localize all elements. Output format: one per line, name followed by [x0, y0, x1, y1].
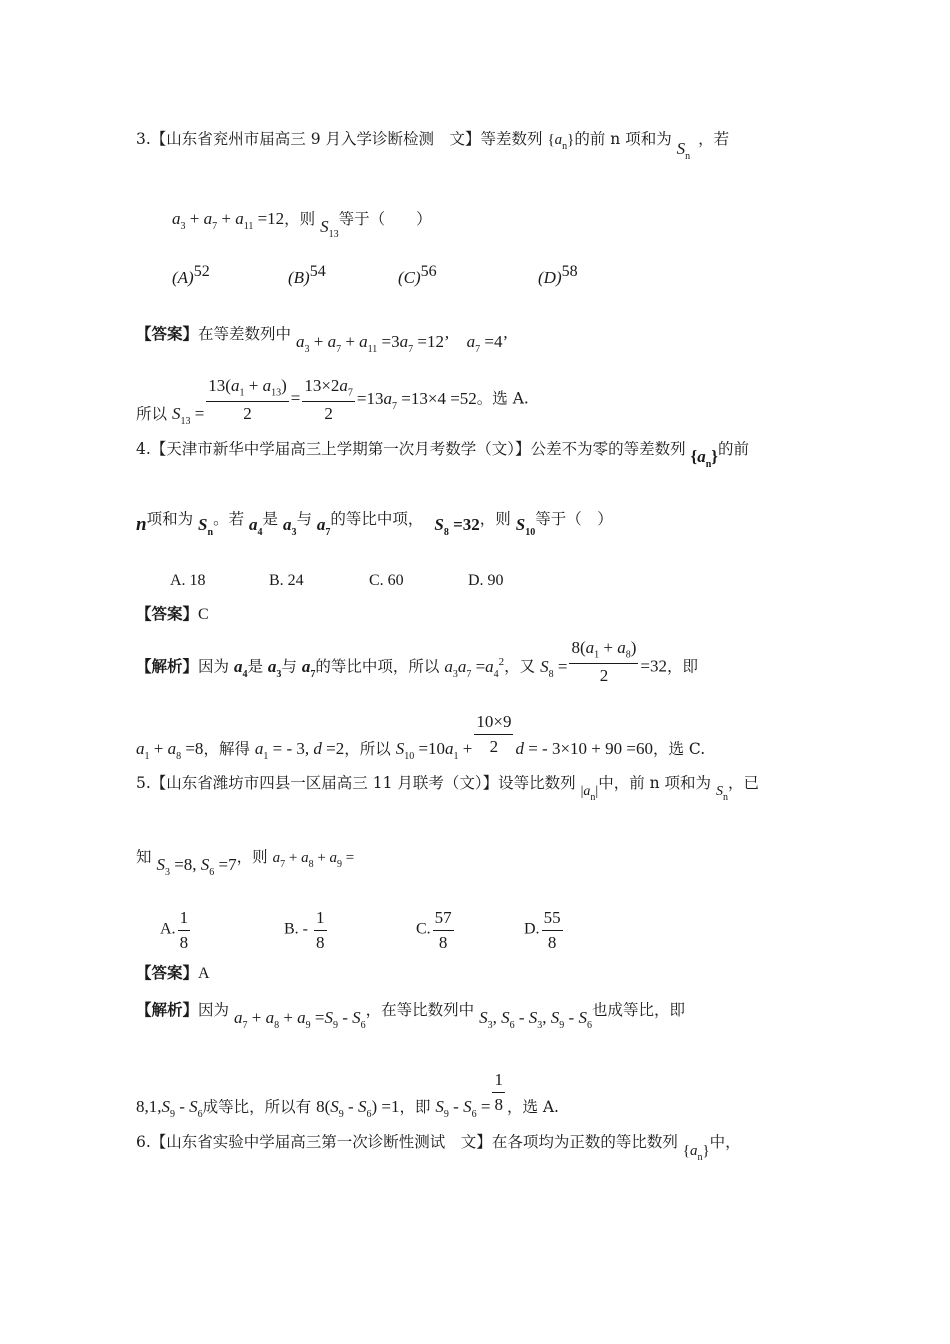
q5-option-label: D. [524, 920, 540, 938]
q3-option-d [538, 263, 578, 288]
q5-formula-1: $a_7 + a_8 + a_9 =S_9 - S_6$ [233, 1008, 366, 1031]
q4-option-a: A. 18 [170, 572, 206, 589]
q3-option-a [172, 263, 210, 288]
q5-analysis-text: 成等比，所以有 [202, 1098, 312, 1117]
q3-stem-text: ，若 [698, 130, 730, 148]
q3-stem-text: 等差数列 [480, 130, 543, 148]
q3-option-label: (A) [172, 268, 194, 287]
q5-source: 【山东省潍坊市四县一区届高三 11 月联考（文）】 [150, 774, 499, 792]
q4-formula-s8: $S_8 =32$ [434, 515, 480, 538]
q5-option-label: C. [416, 920, 431, 938]
q3-option-value: 56 [420, 263, 437, 280]
q3-option-label: (C) [398, 268, 421, 287]
q4-stem-text: 等于（ ） [535, 510, 613, 528]
q5-formula-sn: $S_n$ [716, 784, 728, 803]
q4-stem-line1 [136, 440, 749, 470]
q4-formula-s8-rhs: =32 [640, 656, 667, 676]
q6-stem-text: 在各项均为正数的等比数列 [491, 1133, 678, 1151]
q6-source: 【山东省实验中学届高三第一次诊断性测试 文】 [150, 1133, 492, 1151]
q5-answer [136, 965, 210, 982]
q4-fraction-s8: $\frac{8(a_1 + a_8)}{2}$ [571, 638, 637, 685]
q4-analysis-text: ，所以 [344, 740, 391, 759]
q3-answer-text: 所以 [136, 404, 168, 423]
q4-analysis-text: ，即 [667, 657, 699, 676]
q5-stem-line2 [136, 848, 355, 878]
q5-formula-2: $S_3$, $S_6 - S_3$, $S_9 - S_6$ [479, 1008, 592, 1031]
q6-number: 6. [136, 1133, 151, 1151]
q3-formula-s13: $S_{13}$ [320, 217, 339, 240]
q5-analysis-text: ，选 A. [506, 1098, 559, 1117]
q4-formula-an: $\{a_n\}$ [690, 447, 718, 470]
q3-eq-sign: = [290, 388, 301, 408]
q4-var-a3: $a_3$ [267, 656, 282, 680]
q5-option-c: C. $\frac{57}{8}$ [416, 908, 452, 952]
q4-answer [136, 606, 209, 623]
q4-analysis-text: 是 [247, 657, 263, 676]
q3-option-value: 52 [193, 263, 210, 280]
q3-formula-sum: $a_3 + a_7 + a_{11} =12$ [172, 209, 285, 232]
q5-formula-5: $S_9 - S_6$ = [435, 1097, 491, 1121]
q4-stem-text: 与 [296, 510, 312, 528]
q3-answer-text: 在等差数列中 [198, 325, 292, 343]
q6-formula-an: $\{a_n\}$ [682, 1143, 710, 1163]
q5-analysis-line1 [136, 1000, 685, 1031]
q4-option-c: C. 60 [369, 572, 404, 589]
q4-var-a4: $a_4$ [249, 515, 263, 538]
q4-analysis-text: ，又 [504, 657, 536, 676]
q5-option-a: A. $\frac{1}{8}$ [160, 908, 189, 952]
q3-source: 【山东省兖州市届高三 9 月入学诊断检测 文】 [150, 130, 481, 148]
q4-var-a4: $a_4$ [233, 656, 248, 680]
q4-analysis-line2 [136, 712, 706, 763]
q4-number: 4. [136, 440, 151, 458]
q3-option-label: (B) [288, 268, 310, 287]
q5-stem-line1 [136, 774, 760, 803]
q4-stem-text: 是 [262, 510, 279, 528]
q4-analysis-text: 因为 [198, 657, 230, 676]
q4-option-d: D. 90 [468, 572, 504, 589]
q5-stem-text: ，则 [236, 848, 268, 866]
q3-answer-tag: 【答案】 [136, 324, 199, 343]
q4-var-a7: $a_7$ [301, 656, 316, 680]
q3-fraction-2: $\frac{13\times 2a_7}{2}$ [304, 376, 353, 423]
q3-option-c [398, 263, 437, 288]
q6-stem-text: 中， [709, 1133, 741, 1151]
q3-stem-text: 的前 n 项和为 [574, 130, 672, 148]
q5-stem-text: 知 [136, 848, 152, 866]
q4-var-a7: $a_7$ [316, 515, 331, 538]
q4-formula-s10: $S_{10} =10a_1$ + [395, 739, 473, 763]
q5-answer-value: A [198, 965, 210, 982]
q3-option-value: 54 [309, 263, 326, 280]
q5-analysis-line2 [136, 1070, 559, 1121]
q4-analysis-text: 的等比中项，所以 [315, 657, 440, 676]
q4-formula-s8-lhs: $S_8$ = [540, 656, 568, 680]
q5-analysis-text: ，即 [399, 1098, 431, 1117]
q4-var-sn: $S_n$ [198, 515, 214, 538]
q3-stem-line2 [172, 209, 432, 240]
q5-option-b: B. - $\frac{1}{8}$ [284, 908, 325, 952]
q4-stem-text: 公差不为零的等差数列 [530, 440, 686, 458]
q3-stem-text: ，则 [284, 210, 316, 228]
q4-analysis-text: ，选 C. [652, 740, 706, 759]
q4-analysis-line1 [136, 638, 699, 691]
q3-formula-sn: $S_n$ [676, 139, 691, 162]
q5-option-label: B. [284, 920, 299, 938]
q3-answer-formula3: $=13a_7 =13\times 4 =52$ [356, 388, 477, 412]
q5-answer-tag: 【答案】 [136, 963, 199, 982]
q5-fraction: $\frac{1}{8}$ [494, 1070, 503, 1114]
q3-option-value: 58 [561, 263, 578, 280]
q3-answer-line1 [136, 324, 509, 355]
q4-var-s10: $S_{10}$ [515, 515, 536, 538]
q4-analysis-text: ，解得 [203, 740, 250, 759]
q4-stem-text: 。若 [213, 510, 245, 528]
q4-formula-sum: $a_1 + a_8 =8$ [136, 739, 204, 763]
q3-stem-line1 [136, 130, 730, 162]
q4-var-n: n [136, 514, 147, 535]
q5-formula-target: $a_7 + a_8 + a_9$ = [272, 850, 355, 870]
q4-stem-text: 项和为 [146, 510, 194, 528]
q4-stem-text: 的前 [717, 440, 749, 458]
q4-analysis-text: 与 [281, 657, 297, 676]
q5-stem-text: 设等比数列 [498, 774, 576, 792]
q5-stem-text: 中，前 n 项和为 [598, 774, 712, 792]
q5-analysis-text: 也成等比，即 [591, 1001, 685, 1019]
q4-answer-tag: 【答案】 [136, 604, 199, 623]
q4-stem-line2 [136, 510, 613, 538]
q4-analysis-tag: 【解析】 [136, 656, 199, 676]
q4-formula-geo: $a_3a_7 =a_4^2$ [444, 655, 505, 680]
q3-option-label: (D) [538, 268, 562, 287]
q3-number: 3. [136, 130, 151, 148]
q3-stem-text: 等于（ ） [338, 210, 432, 228]
q6-stem-line1 [136, 1133, 741, 1163]
q5-number: 5. [136, 774, 151, 792]
q5-formula-3: $8,1,S_9 - S_6$ [136, 1097, 203, 1121]
q3-fraction-1: $\frac{13(a_1 + a_{13})}{2}$ [208, 376, 287, 423]
q3-answer-line2 [136, 376, 529, 427]
q5-analysis-text: 因为 [198, 1001, 230, 1019]
q3-answer-formula: $a_3 + a_7 + a_{11} =3a_7 =12$’ $a_7 =4$’ [295, 332, 509, 355]
q3-option-b [288, 263, 326, 288]
q3-answer-end: 。选 A. [476, 389, 529, 408]
q4-stem-text: ，则 [479, 510, 511, 528]
q5-formula-given: $S_3 =8$, $S_6 =7$ [156, 855, 237, 878]
q4-formula-s10-end: d = - 3×10 + 90 =60 [515, 739, 653, 759]
q5-formula-an: $|a_n|$ [580, 784, 599, 803]
q5-analysis-tag: 【解析】 [136, 1000, 199, 1019]
q4-fraction-s10: $\frac{10\times 9}{2}$ [476, 712, 512, 756]
q4-source: 【天津市新华中学届高三上学期第一次月考数学（文）】 [150, 440, 531, 458]
q5-formula-4: $8(S_9 - S_6) =1$ [316, 1097, 400, 1121]
q5-analysis-text: ，在等比数列中 [365, 1001, 475, 1019]
q5-stem-text: ，已 [728, 774, 760, 792]
q4-option-b: B. 24 [269, 572, 304, 589]
q4-var-a3: $a_3$ [282, 515, 297, 538]
q5-option-d: D. $\frac{55}{8}$ [524, 908, 561, 952]
q3-formula-an: $\{a_n\}$ [547, 132, 575, 152]
q3-answer-formula2: $S_{13}$ = [171, 403, 205, 427]
q4-stem-text: 的等比中项， [330, 510, 424, 528]
q4-formula-solve: $a_1$ = - 3, d =2 [254, 739, 345, 763]
q4-answer-value: C [198, 606, 209, 623]
q5-option-label: A. [160, 920, 176, 938]
